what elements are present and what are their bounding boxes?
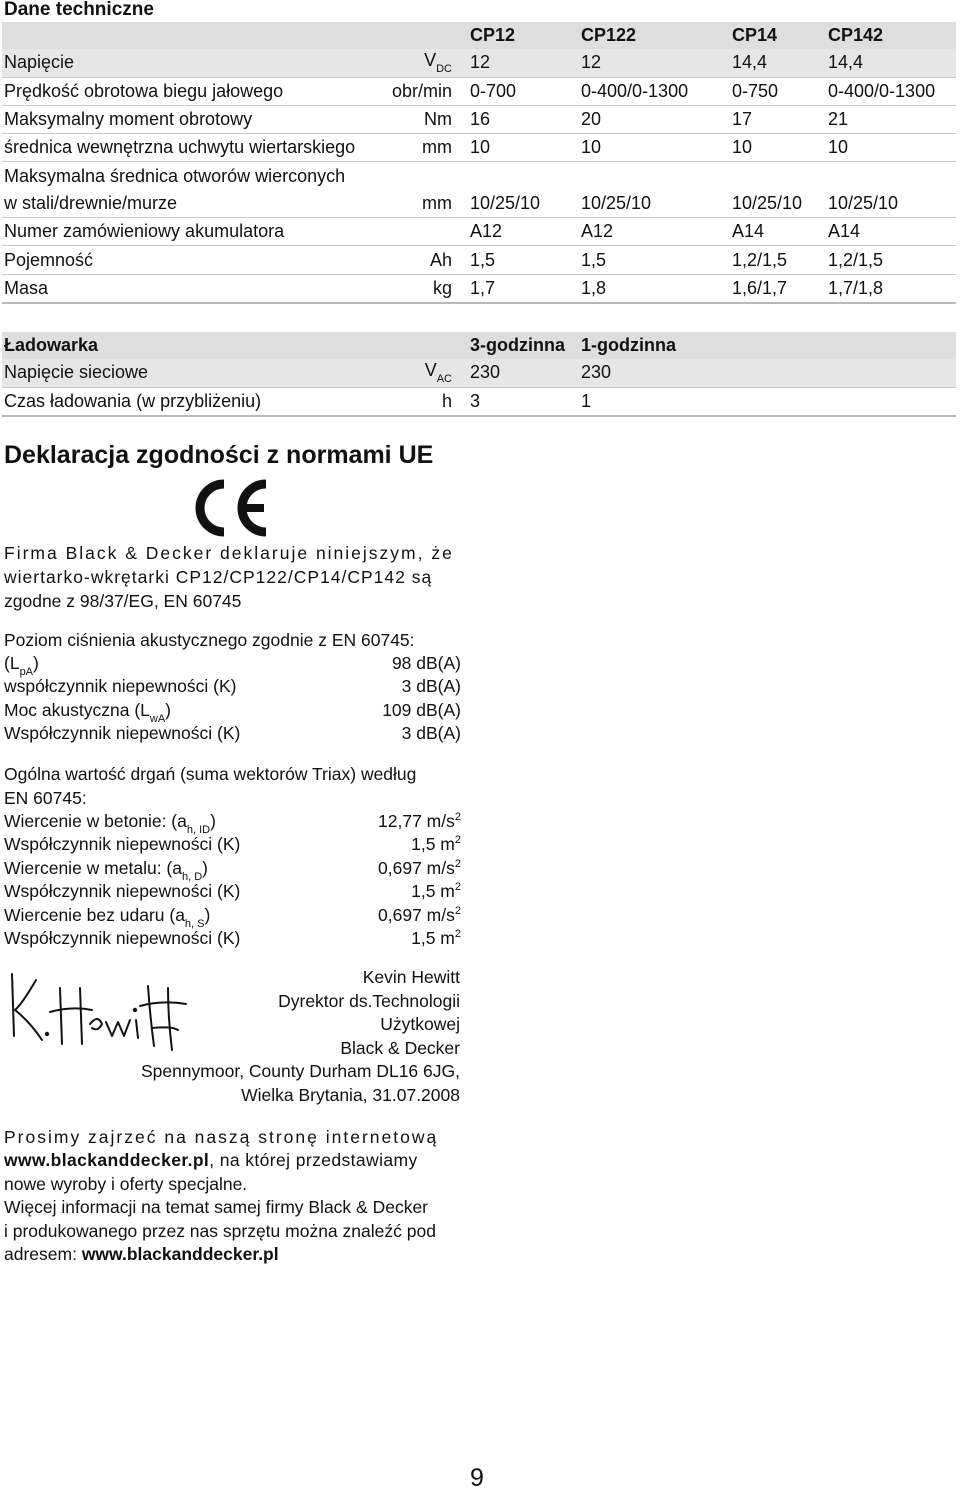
spec-table xyxy=(2,22,956,304)
cell-value: 14,4 xyxy=(826,49,956,77)
signer-line: Kevin Hewitt xyxy=(362,967,460,987)
cell-value: 1,7 xyxy=(468,274,579,303)
table-row xyxy=(2,359,956,387)
row-label: Maksymalny moment obrotowy xyxy=(2,105,372,133)
cell-value: 14,4 xyxy=(730,49,826,77)
cell-value: A12 xyxy=(579,218,730,246)
row-unit: mm xyxy=(372,134,468,162)
cell-value: 12 xyxy=(468,49,579,77)
table-row xyxy=(2,274,956,303)
cell-value: 10/25/10 xyxy=(468,190,579,218)
vibration-row: Wiercenie w metalu: $(a_{h, D})$ 0,697 $m/s^2$ xyxy=(4,858,461,883)
cell-value: 230 xyxy=(579,359,730,387)
website-link[interactable]: www.blackanddecker.pl xyxy=(81,1244,279,1264)
cell-value: 10 xyxy=(468,134,579,162)
cell-value: 17 xyxy=(730,105,826,133)
row-unit: kg xyxy=(372,274,468,303)
row-unit: h xyxy=(372,387,468,416)
charger-title: Ładowarka xyxy=(2,332,372,359)
cell-value: A14 xyxy=(826,218,956,246)
cell-value: 10 xyxy=(730,134,826,162)
row-unit xyxy=(372,218,468,246)
cell-value: 1,7/1,8 xyxy=(826,274,956,303)
vibration-row: Wiercenie bez udaru $(a_{h, S})$ 0,697 $m/s^2$ xyxy=(4,905,461,930)
row-unit: obr/min xyxy=(372,77,468,105)
row-unit: mm xyxy=(372,190,468,218)
signer-block xyxy=(141,966,460,1107)
col-header-cp12: CP12 xyxy=(468,22,579,49)
row-unit: Nm xyxy=(372,105,468,133)
cell-value: 1,5 xyxy=(468,246,579,274)
cell-value: 3 xyxy=(468,387,579,416)
cell-value: 1,8 xyxy=(579,274,730,303)
row-label: Napięcie sieciowe xyxy=(2,359,372,387)
table-row xyxy=(2,49,956,77)
col-header-cp122: CP122 xyxy=(579,22,730,49)
cell-value: 1,5 xyxy=(579,246,730,274)
charger-header-row xyxy=(2,332,956,359)
table-row xyxy=(2,134,956,162)
footer-line-4: Więcej informacji na temat samej firmy Black & Decker xyxy=(4,1197,428,1217)
row-label-continued: w stali/drewnie/murze xyxy=(2,190,372,218)
signer-line: Wielka Brytania, 31.07.2008 xyxy=(241,1084,460,1105)
row-unit: $V_{DC}$ xyxy=(372,49,468,77)
cell-value: 1 xyxy=(579,387,730,416)
noise-row: Moc akustyczna $(L_{wA})$ 109 dB(A) xyxy=(4,700,461,725)
noise-row: współczynnik niepewności (K) 3 dB(A) xyxy=(4,676,461,696)
signer-line: Black & Decker xyxy=(340,1037,460,1058)
table-row xyxy=(2,387,956,416)
cell-value: 230 xyxy=(468,359,579,387)
col-header-1h: 1-godzinna xyxy=(579,332,730,359)
cell-value: A12 xyxy=(468,218,579,246)
row-label: Numer zamówieniowy akumulatora xyxy=(2,218,372,246)
cell-value: 0-400/0-1300 xyxy=(826,77,956,105)
table-row xyxy=(2,218,956,246)
noise-row: $(L_{pA})$ 98 dB(A) xyxy=(4,653,461,678)
footer-line-6: adresem: www.blackanddecker.pl xyxy=(4,1244,279,1264)
cell-value: 16 xyxy=(468,105,579,133)
spec-header-row xyxy=(2,22,956,49)
signer-line: Użytkowej xyxy=(380,1014,460,1034)
declaration-intro-1: Firma Black & Decker deklaruje niniejszym, że xyxy=(4,543,454,563)
cell-value: 0-750 xyxy=(730,77,826,105)
cell-value: 12 xyxy=(579,49,730,77)
cell-value: 0-400/0-1300 xyxy=(579,77,730,105)
vibration-row: Współczynnik niepewności (K) 1,5 $m^2$ xyxy=(4,834,461,854)
row-unit: Ah xyxy=(372,246,468,274)
declaration-intro-3: zgodne z 98/37/EG, EN 60745 xyxy=(4,591,242,611)
table-row xyxy=(2,190,956,218)
footer-line-5: i produkowanego przez nas sprzętu można znaleźć pod xyxy=(4,1221,436,1241)
row-label: Pojemność xyxy=(2,246,372,274)
vibration-row: Wiercenie w betonie: $(a_{h, ID})$ 12,77 $m/s^2$ xyxy=(4,811,461,836)
noise-row: Współczynnik niepewności (K) 3 dB(A) xyxy=(4,723,461,743)
section-title: Dane techniczne xyxy=(4,0,154,20)
footer-line-1: Prosimy zajrzeć na naszą stronę internetową xyxy=(4,1127,439,1147)
row-label: średnica wewnętrzna uchwytu wiertarskiego xyxy=(2,134,372,162)
row-label: Maksymalna średnica otworów wierconych xyxy=(4,165,346,186)
noise-heading: Poziom ciśnienia akustycznego zgodnie z EN 60745: xyxy=(4,630,415,650)
cell-value: 10/25/10 xyxy=(826,190,956,218)
cell-value: 10 xyxy=(826,134,956,162)
row-label: Czas ładowania (w przybliżeniu) xyxy=(2,387,372,416)
row-label: Napięcie xyxy=(2,49,372,77)
cell-value: 10 xyxy=(579,134,730,162)
footer-line-3: nowe wyroby i oferty specjalne. xyxy=(4,1174,248,1194)
cell-value: 1,6/1,7 xyxy=(730,274,826,303)
cell-value: A14 xyxy=(730,218,826,246)
vibration-row: Współczynnik niepewności (K) 1,5 $m^2$ xyxy=(4,928,461,948)
table-row xyxy=(2,246,956,274)
website-link[interactable]: www.blackanddecker.pl xyxy=(4,1150,210,1170)
row-unit: $V_{AC}$ xyxy=(372,359,468,387)
col-header-3h: 3-godzinna xyxy=(468,332,579,359)
declaration-intro-2: wiertarko-wkrętarki CP12/CP122/CP14/CP142 są xyxy=(4,567,433,587)
cell-value: 21 xyxy=(826,105,956,133)
table-row xyxy=(2,162,956,190)
declaration-title: Deklaracja zgodności z normami UE xyxy=(4,441,434,469)
table-row xyxy=(2,77,956,105)
signer-line: Spennymoor, County Durham DL16 6JG, xyxy=(140,1061,460,1081)
vibration-row: Współczynnik niepewności (K) 1,5 $m^2$ xyxy=(4,881,461,901)
cell-value: 20 xyxy=(579,105,730,133)
table-row xyxy=(2,105,956,133)
row-label: Prędkość obrotowa biegu jałowego xyxy=(2,77,372,105)
cell-value: 10/25/10 xyxy=(730,190,826,218)
footer-line-2: www.blackanddecker.pl, na której przedstawiamy xyxy=(4,1150,418,1170)
cell-value: 0-700 xyxy=(468,77,579,105)
charger-table xyxy=(2,332,956,417)
vibration-heading-2: EN 60745: xyxy=(4,788,87,808)
ce-mark-icon xyxy=(192,478,272,538)
page-number: 9 xyxy=(470,1464,484,1492)
vibration-heading-1: Ogólna wartość drgań (suma wektorów Triax) według xyxy=(4,764,417,784)
cell-value: 10/25/10 xyxy=(579,190,730,218)
signer-line: Dyrektor ds.Technologii xyxy=(278,990,460,1011)
cell-value: 1,2/1,5 xyxy=(826,246,956,274)
cell-value: 1,2/1,5 xyxy=(730,246,826,274)
col-header-cp14: CP14 xyxy=(730,22,826,49)
col-header-cp142: CP142 xyxy=(826,22,956,49)
row-label: Masa xyxy=(2,274,372,303)
